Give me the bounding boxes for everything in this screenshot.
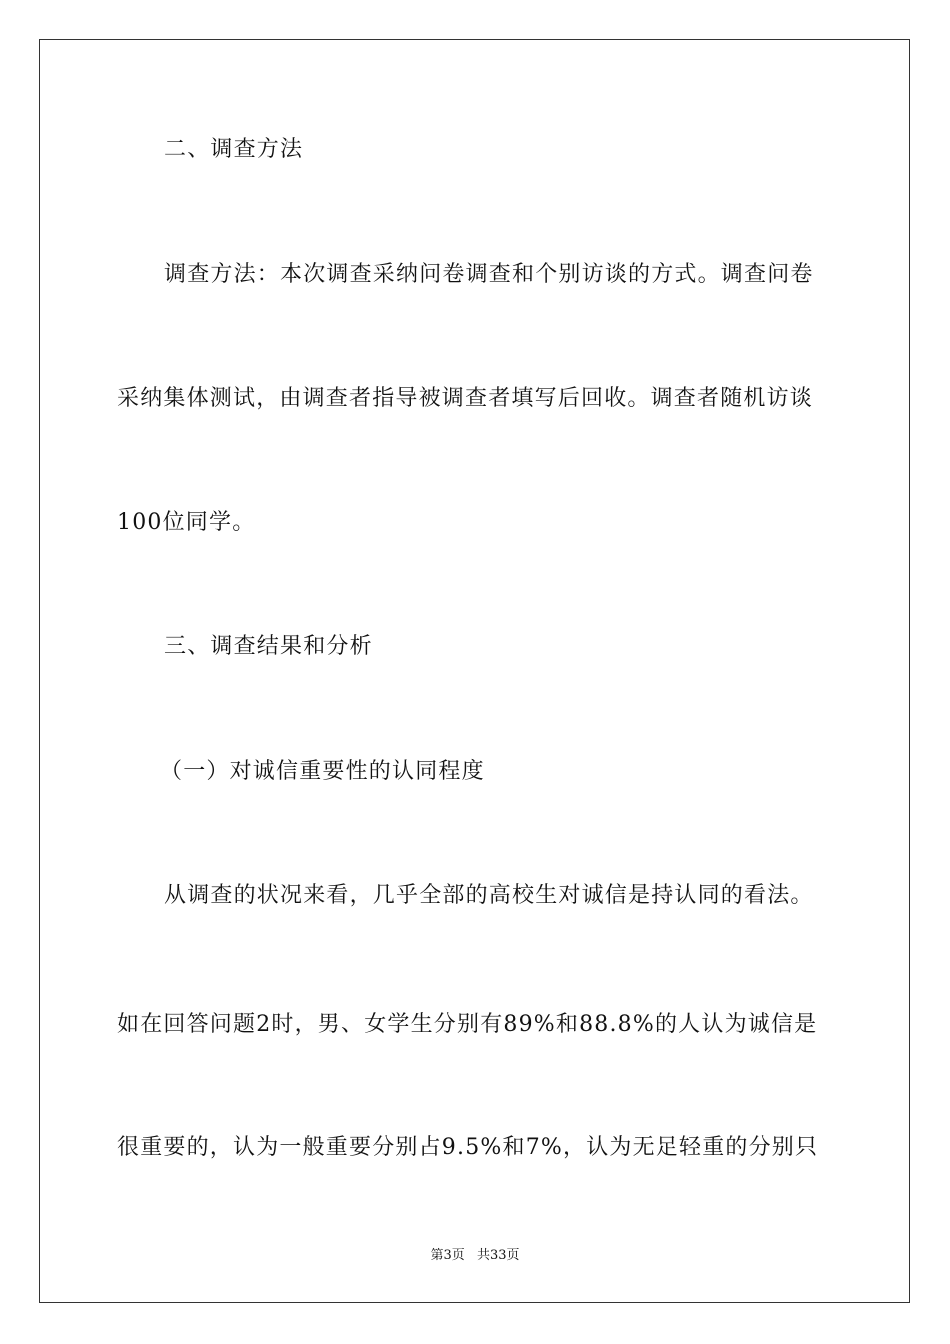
page-total: 共33页 [476,1248,520,1263]
page-footer [0,1247,950,1265]
page-number: 第3页 [430,1248,465,1263]
section-heading-method: 二、调查方法 [164,137,304,162]
paragraph-line: 100位同学。 [117,510,256,535]
paragraph-line: 如在回答问题2时，男、女学生分别有89%和88.8%的人认为诚信是 [117,1012,818,1037]
subsection-heading: （一）对诚信重要性的认同程度 [160,759,485,784]
paragraph-line: 调查方法：本次调查采纳问卷调查和个别访谈的方式。调查问卷 [164,262,814,287]
page-border [39,39,910,1303]
paragraph-line: 采纳集体测试，由调查者指导被调查者填写后回收。调查者随机访谈 [117,386,814,411]
paragraph-line: 从调查的状况来看，几乎全部的高校生对诚信是持认同的看法。 [164,883,814,908]
paragraph-line: 很重要的，认为一般重要分别占9.5%和7%，认为无足轻重的分别只 [117,1135,819,1160]
section-heading-results: 三、调查结果和分析 [164,634,373,659]
